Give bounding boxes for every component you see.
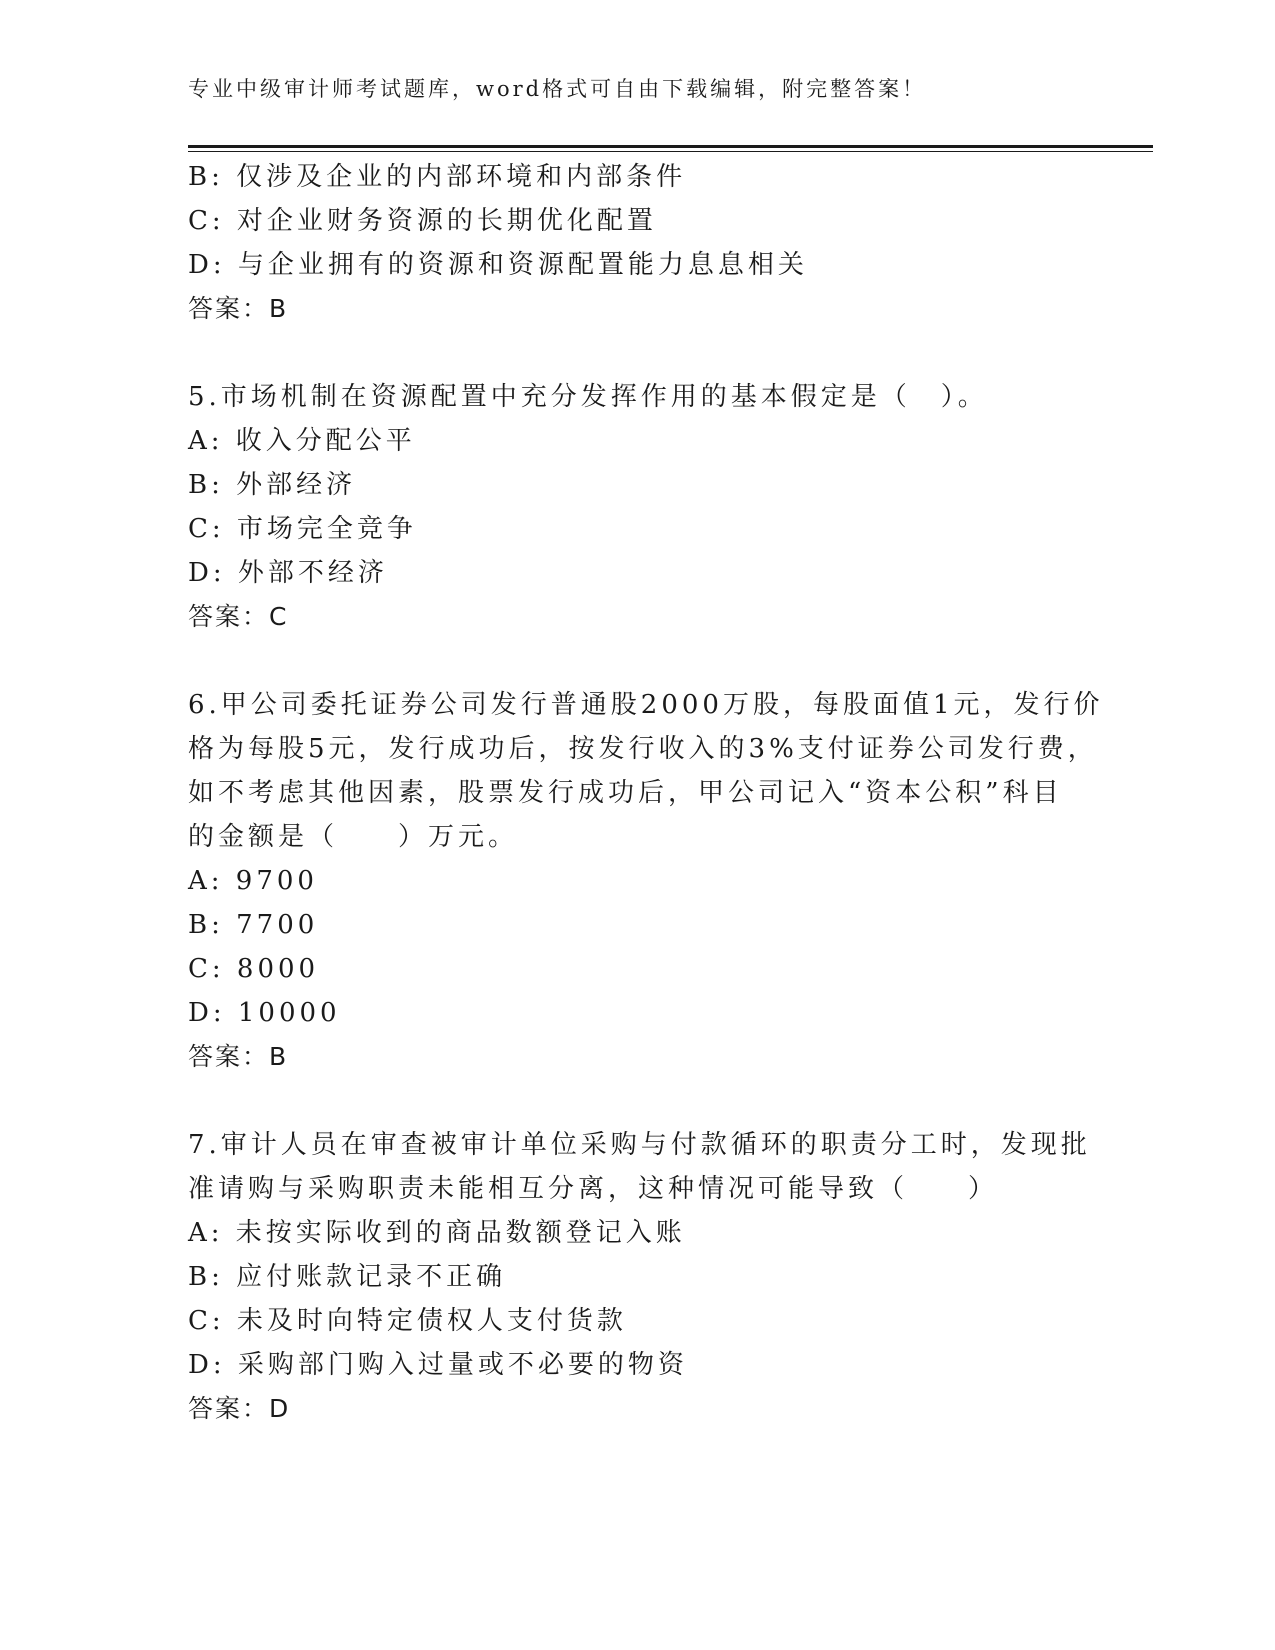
q5-option-d: D: 外部不经济	[188, 558, 388, 588]
header-divider-thick	[188, 145, 1153, 148]
q6-option-c: C: 8000	[188, 954, 320, 984]
q6-stem-line-3: 如不考虑其他因素，股票发行成功后，甲公司记入“资本公积”科目	[188, 778, 1063, 808]
header-divider-thin	[188, 151, 1153, 152]
q4-option-c: C: 对企业财务资源的长期优化配置	[188, 206, 657, 236]
q7-stem-line-1: 7.审计人员在审查被审计单位采购与付款循环的职责分工时，发现批	[188, 1130, 1091, 1160]
q6-stem-line-1: 6.甲公司委托证券公司发行普通股2000万股，每股面值1元，发行价	[188, 690, 1104, 720]
q4-option-d: D: 与企业拥有的资源和资源配置能力息息相关	[188, 250, 808, 280]
q6-option-b: B: 7700	[188, 910, 319, 940]
q6-stem-line-4: 的金额是（ ）万元。	[188, 822, 519, 852]
page-header: 专业中级审计师考试题库，word格式可自由下载编辑，附完整答案！	[188, 77, 927, 101]
q7-option-a: A: 未按实际收到的商品数额登记入账	[188, 1218, 686, 1248]
q4-answer: 答案：B	[188, 294, 289, 323]
q5-option-b: B: 外部经济	[188, 470, 357, 500]
q6-stem-line-2: 格为每股5元，发行成功后，按发行收入的3%支付证券公司发行费，	[188, 734, 1098, 764]
q4-option-b: B: 仅涉及企业的内部环境和内部条件	[188, 162, 687, 192]
q5-option-c: C: 市场完全竞争	[188, 514, 417, 544]
q6-option-a: A: 9700	[188, 866, 318, 896]
q7-stem-line-2: 准请购与采购职责未能相互分离，这种情况可能导致（ ）	[188, 1174, 999, 1204]
q6-answer: 答案：B	[188, 1042, 289, 1071]
q7-option-b: B: 应付账款记录不正确	[188, 1262, 507, 1292]
q5-stem: 5.市场机制在资源配置中充分发挥作用的基本假定是（ ）。	[188, 382, 988, 412]
q5-answer: 答案：C	[188, 602, 289, 631]
q7-option-c: C: 未及时向特定债权人支付货款	[188, 1306, 627, 1336]
q6-option-d: D: 10000	[188, 998, 341, 1028]
q7-option-d: D: 采购部门购入过量或不必要的物资	[188, 1350, 688, 1380]
q7-answer: 答案：D	[188, 1394, 291, 1423]
q5-option-a: A: 收入分配公平	[188, 426, 416, 456]
